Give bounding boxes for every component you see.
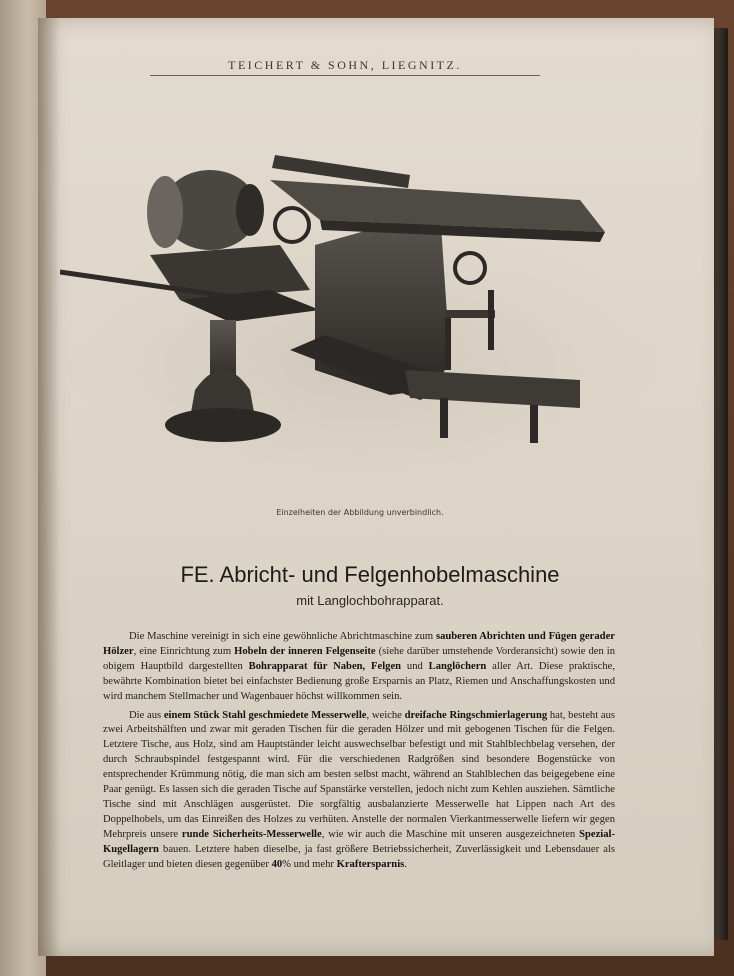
clamp-arm [445, 310, 495, 318]
page-title: FE. Abricht- und Felgenhobelmaschine [180, 562, 560, 587]
pedestal-base [165, 408, 281, 442]
motor-face [236, 184, 264, 236]
text-run-bold: einem Stück Stahl geschmiedete Messerwelle [163, 709, 367, 721]
motor-cap [147, 176, 183, 248]
text-run: , wie wir auch die Maschine mit unseren ausgezeichneten [321, 828, 580, 840]
text-run: . [404, 858, 407, 870]
paragraph-1 [103, 630, 615, 705]
description-body [103, 630, 615, 877]
text-run: bauen. Letztere haben dieselbe, ja fast größere Betriebssicherheit, Zuverlässigkeit und Lebensdauer als Gleitlager und bieten diesen gegenüber [103, 843, 615, 870]
text-run: Die Maschine vereinigt in sich eine gewöhnliche Abrichtmaschine zum [129, 631, 436, 642]
text-run: , weiche [366, 709, 405, 721]
text-run-bold: Hobeln der inneren Felgenseite [234, 645, 376, 657]
page-gutter-shadow [38, 18, 60, 956]
felloe-leg [530, 405, 538, 443]
text-run: % und mehr [282, 858, 337, 870]
text-run-bold: Kraftersparnis [336, 858, 405, 870]
text-run: Die aus [129, 709, 164, 721]
text-run-bold: sauberen Abrichten und Fügen gerader Hölzer [103, 631, 615, 657]
text-run: , eine Einrichtung zum [133, 645, 235, 657]
machine-illustration [60, 150, 670, 495]
text-run-bold: 40 [271, 858, 283, 870]
text-run: und [401, 660, 429, 672]
text-run: (siehe darüber umstehende Vorderansicht) sowie den in obigem Hauptbild dargestellten [103, 645, 615, 672]
page-header: TEICHERT & SOHN, LIEGNITZ. [150, 58, 540, 76]
felloe-leg [440, 398, 448, 438]
text-run: aller Art. Diese praktische, bewährte Kombination bietet bei einfachster Bedienung große Ersparnis an Platz, Riemen und Anschaffungskosten und wird manchem Stellmacher und Wagenbauer höchst willkommen sein. [103, 660, 616, 702]
clamp-post [445, 310, 451, 370]
clamp-screw [488, 290, 494, 350]
text-run-bold: dreifache Ringschmierlagerung [404, 709, 548, 721]
text-run-bold: runde Sicherheits-Messerwelle [181, 828, 322, 840]
text-run-bold: Spezial-Kugellagern [103, 828, 615, 855]
page-subtitle: mit Langlochbohrapparat. [296, 593, 444, 608]
text-run: hat, besteht aus zwei Arbeitshälften und zwar mit geraden Tischen für die geraden Hölzer und mit gebogenen Tischen für die Felgen. Letztere Tische, aus Holz, sind am Hauptständer leicht auswechselbar befestigt und mit Stahlblechbelag versehen, der durch Schraubspindel festgespannt wird. Für die verschiedenen Radgrößen sind besondere Bogenstücke von entsprechender Krümmung nötig, die man sich am besten selbst macht, während an Stahlblechen das beigegebene eine Paar genügt. Es lassen sich die geraden Tische auf Spanstärke verstellen, jedoch nicht zum Kehlen ausziehen. Sämtliche Tische sind mit Anschlägen ausgerüstet. Die sorgfältig ausbalanzierte Messerwelle hat Lippen nach Art des Doppelhobels, um das Einreißen des Holzes zu verhüten. Anstelle der normalen Vierkantmesserwelle liefern wir gegen Mehrpreis unsere [103, 709, 615, 840]
paragraph-2 [103, 709, 615, 873]
text-run-bold: Langlöchern [428, 660, 487, 672]
illustration-caption: Einzelheiten der Abbildung unverbindlich. [276, 508, 444, 517]
text-run-bold: Bohrapparat für Naben, Felgen [248, 660, 402, 672]
